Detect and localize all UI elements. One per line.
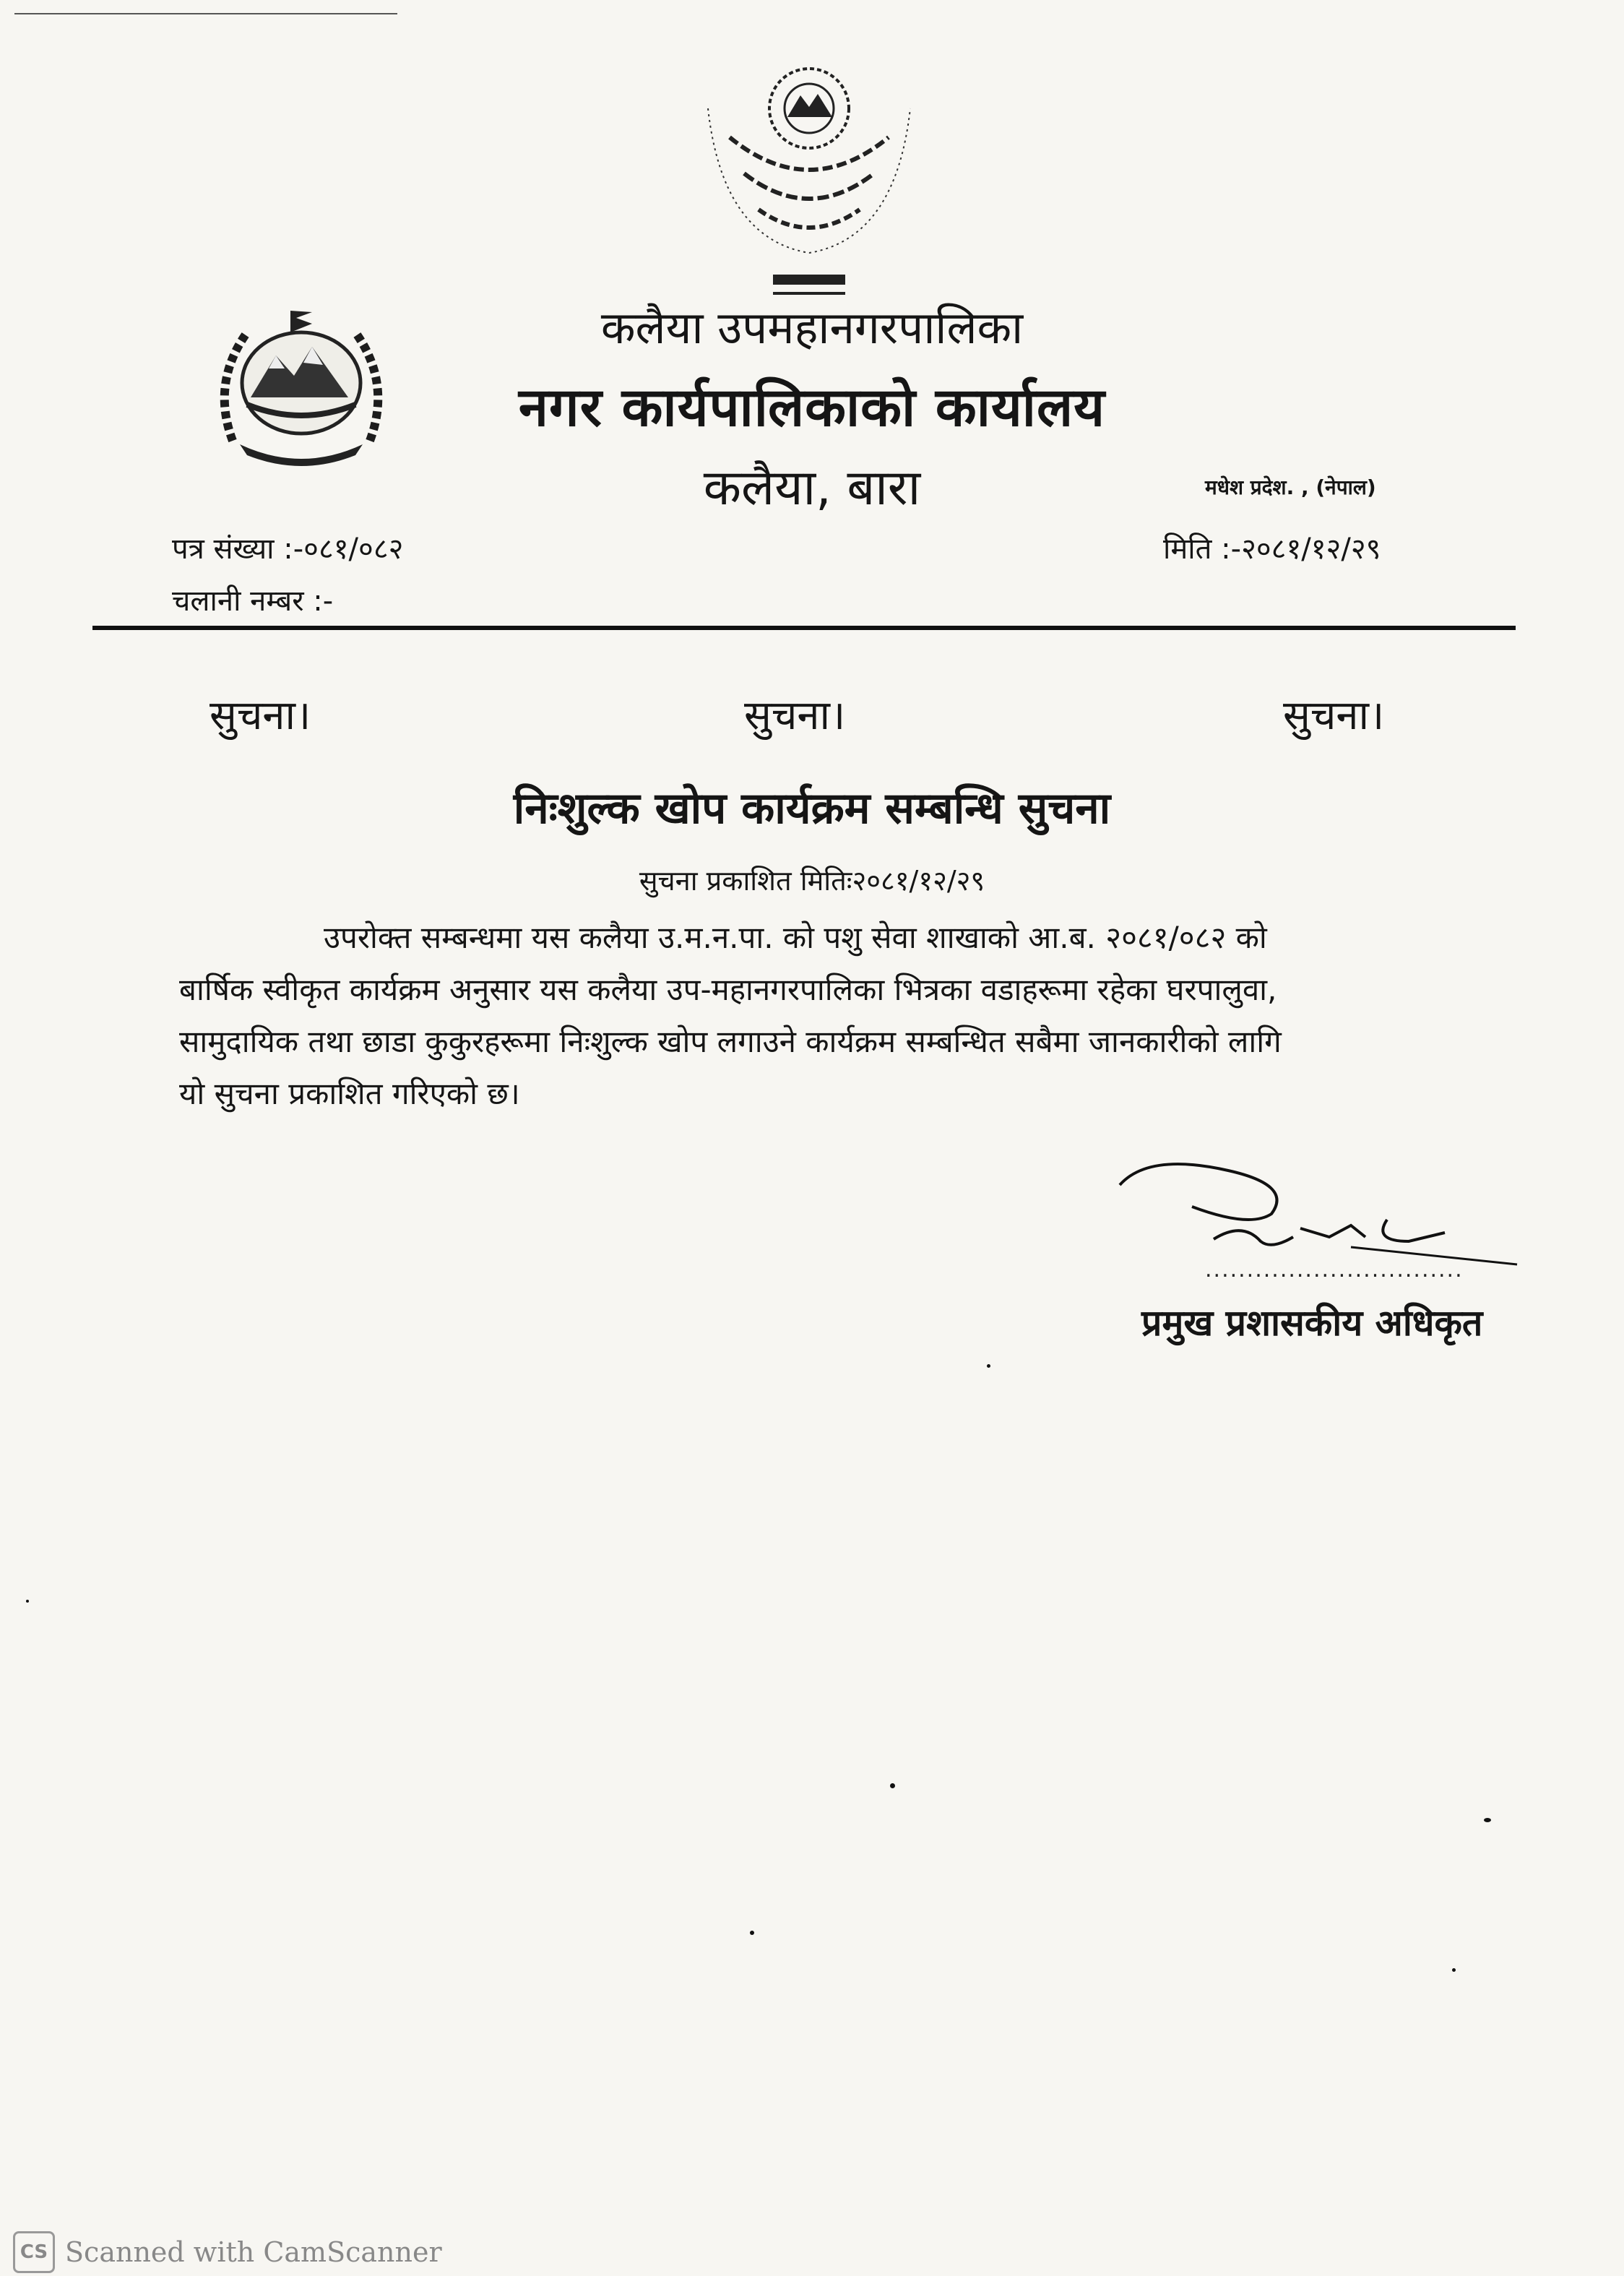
letter-date: मिति :-२०८१/१२/२९	[1163, 533, 1381, 566]
province-label: मधेश प्रदेश. , (नेपाल)	[1205, 475, 1376, 499]
scanner-watermark	[13, 2231, 442, 2273]
municipality-name: कलैया उपमहानगरपालिका	[600, 301, 1024, 354]
camscanner-logo-icon: CS	[13, 2231, 55, 2273]
scan-edge-line	[14, 13, 397, 14]
scan-speck	[890, 1783, 895, 1788]
body-line: उपरोक्त सम्बन्धमा यस कलैया उ.म.न.पा. को पशु सेवा शाखाको आ.ब. २०८१/०८२ को	[324, 920, 1267, 955]
signature-line: ...............................	[1205, 1257, 1464, 1283]
body-line: बार्षिक स्वीकृत कार्यक्रम अनुसार यस कलैया उप-महानगरपालिका भित्रका वडाहरूमा रहेका घरपालुवा,	[179, 972, 1277, 1007]
office-location: कलैया, बारा	[703, 460, 921, 517]
dispatch-number: चलानी नम्बर :-	[172, 585, 334, 618]
scan-speck	[987, 1364, 990, 1368]
municipal-stamp-icon	[679, 58, 939, 303]
office-name: नगर कार्यपालिकाको कार्यालय	[518, 376, 1106, 439]
published-date: सुचना प्रकाशित मितिः२०८१/१२/२९	[639, 865, 985, 897]
notice-heading: सुचना।	[744, 692, 846, 739]
letter-reference-number: पत्र संख्या :-०८१/०८२	[172, 533, 404, 566]
header-divider	[92, 626, 1516, 630]
body-line: यो सुचना प्रकाशित गरिएको छ।	[179, 1076, 520, 1111]
notice-heading: सुचना।	[210, 692, 311, 739]
watermark-text: Scanned with CamScanner	[65, 2236, 442, 2268]
scan-speck	[26, 1600, 29, 1603]
scan-speck	[750, 1931, 754, 1935]
notice-heading: सुचना।	[1283, 692, 1385, 739]
notice-subject: निःशुल्क खोप कार्यक्रम सम्बन्धि सुचना	[513, 783, 1111, 834]
notice-body	[179, 912, 1472, 1120]
signatory-title: प्रमुख प्रशासकीय अधिकृत	[1141, 1302, 1483, 1344]
scan-speck	[1484, 1818, 1491, 1822]
scan-speck	[1452, 1968, 1456, 1972]
body-line: सामुदायिक तथा छाडा कुकुरहरूमा निःशुल्क खोप लगाउने कार्यक्रम सम्बन्धित सबैमा जानकारीको लागि	[179, 1024, 1282, 1059]
